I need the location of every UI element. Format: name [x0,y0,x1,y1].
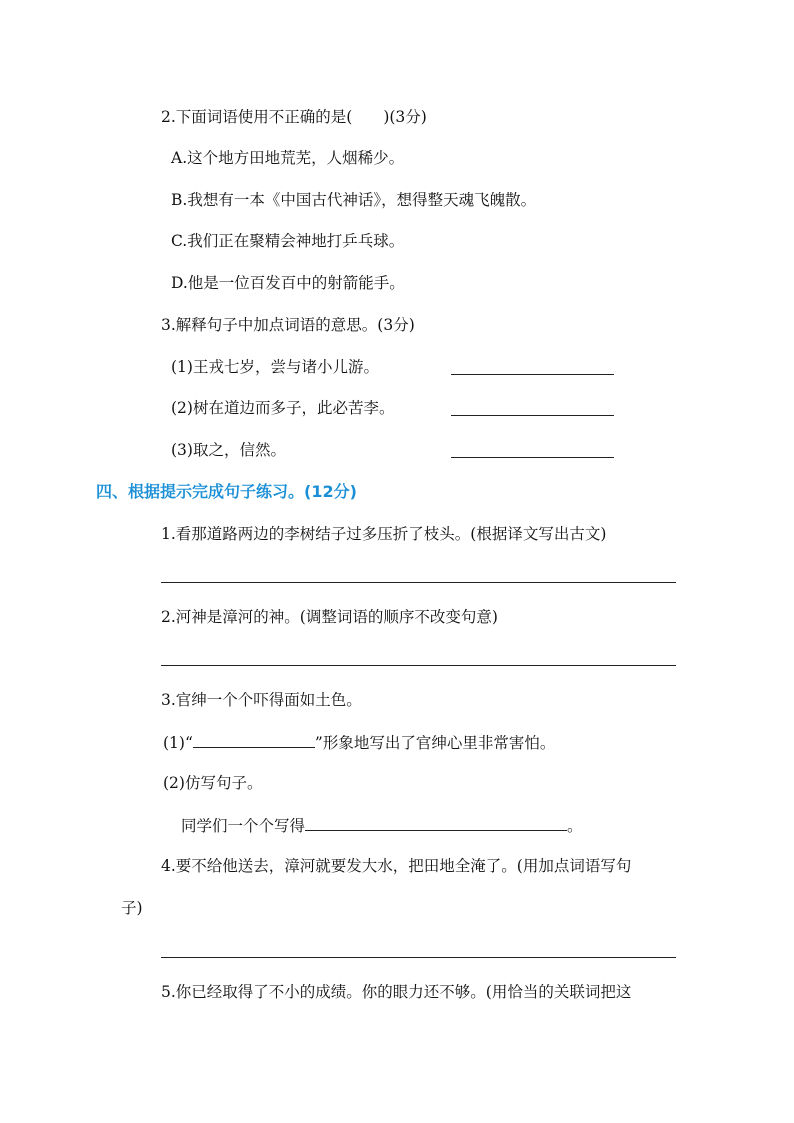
answer-blank[interactable] [451,374,614,375]
section-4-question-2: 2.河神是漳河的神。(调整词语的顺序不改变句意) [161,608,498,626]
section-4-question-5: 5.你已经取得了不小的成绩。你的眼力还不够。(用恰当的关联词把这 [161,983,632,1001]
answer-line[interactable] [161,957,676,958]
sub-1-prefix: (1)“ [163,734,193,752]
question-3-stem: 3.解释句子中加点词语的意思。(3分) [161,316,415,334]
answer-blank[interactable] [451,415,614,416]
answer-line[interactable] [161,665,676,666]
answer-blank[interactable] [193,732,315,748]
answer-blank[interactable] [451,457,614,458]
question-2-stem: 2.下面词语使用不正确的是( )(3分) [161,108,427,126]
imitate-sentence [181,815,583,836]
answer-line[interactable] [161,582,676,583]
imitate-prefix: 同学们一个个写得 [181,817,306,835]
question-2-option-a: A.这个地方田地荒芜，人烟稀少。 [171,149,405,167]
question-3-item-1: (1)王戎七岁，尝与诸小儿游。 [171,358,379,376]
section-4-question-4-line-2: 子) [121,899,143,917]
question-3-item-2: (2)树在道边而多子，此必苦李。 [171,399,395,417]
section-4-question-3-stem: 3.官绅一个个吓得面如土色。 [161,691,362,709]
section-4-question-3-sub-1 [163,732,555,753]
question-2-option-b: B.我想有一本《中国古代神话》，想得整天魂飞魄散。 [171,191,537,209]
imitate-suffix: 。 [567,817,583,835]
question-3-item-3: (3)取之，信然。 [171,441,286,459]
section-4-heading: 四、根据提示完成句子练习。(12分) [96,482,357,501]
question-2-option-c: C.我们正在聚精会神地打乒乓球。 [171,232,405,250]
section-4-question-1: 1.看那道路两边的李树结子过多压折了枝头。(根据译文写出古文) [161,525,607,543]
answer-blank[interactable] [305,815,567,831]
section-4-question-3-sub-2: (2)仿写句子。 [163,774,263,792]
section-4-question-4-line-1: 4.要不给他送去，漳河就要发大水，把田地全淹了。(用加点词语写句 [161,857,632,875]
sub-1-suffix: ”形象地写出了官绅心里非常害怕。 [314,734,556,752]
question-2-option-d: D.他是一位百发百中的射箭能手。 [171,274,405,292]
